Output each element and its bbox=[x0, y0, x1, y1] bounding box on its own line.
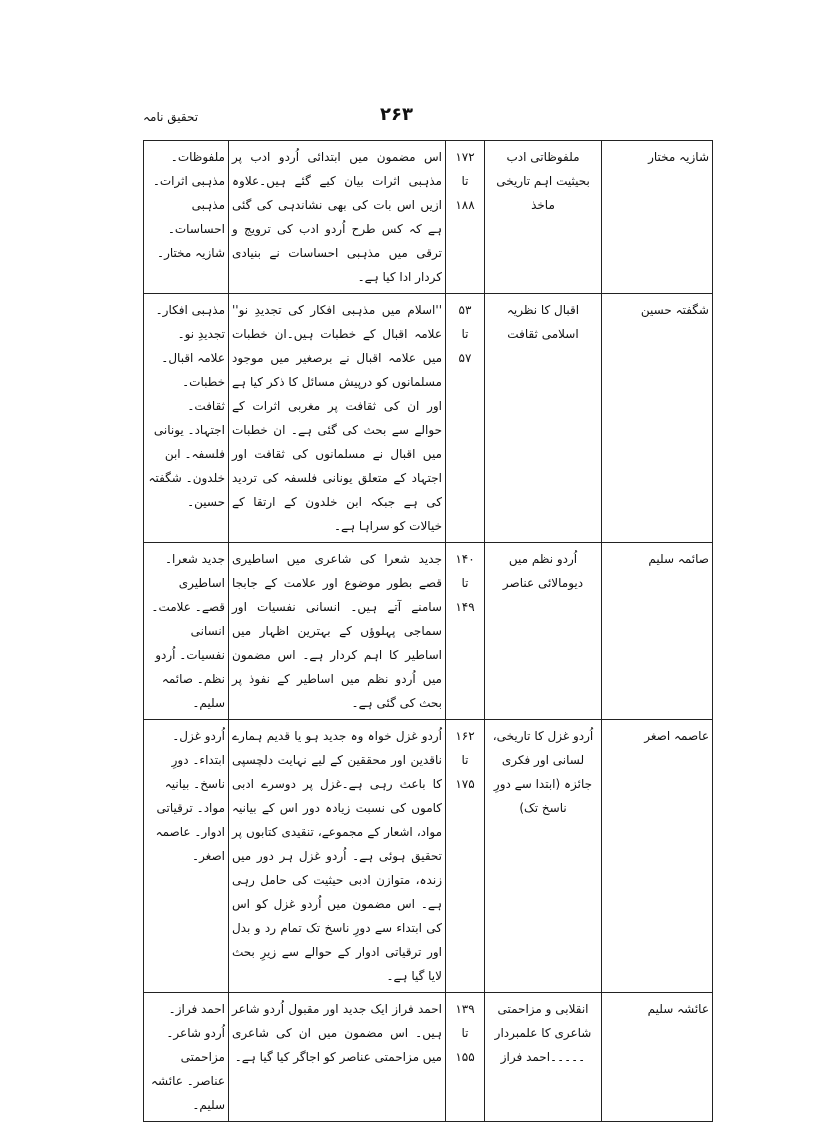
keywords-cell: اُردو غزل۔ ابتداء۔ دورِ ناسخ۔ بیانیہ مواد۔ ترقیاتی ادوار۔ عاصمہ اصغر۔ bbox=[144, 720, 229, 993]
summary-cell: اس مضمون میں ابتدائی اُردو ادب پر مذہبی اثرات بیان کیے گئے ہیں۔علاوہ ازیں اس بات کی بھی نشاندہی کی گئی ہے کہ کس طرح اُردو ادب کی ترویج و ترقی میں مذہبی احساسات نے بنیادی کردار ادا کیا ہے۔ bbox=[229, 141, 446, 294]
author-cell: عاصمہ اصغر bbox=[602, 720, 713, 993]
page-to: تا bbox=[461, 327, 469, 341]
table-row bbox=[144, 720, 713, 993]
author-cell: شگفتہ حسین bbox=[602, 294, 713, 543]
page-number: ۲۶۳ bbox=[380, 104, 413, 125]
author-cell: صائمہ سلیم bbox=[602, 543, 713, 720]
title-cell: انقلابی و مزاحمتی شاعری کا علمبردار ۔۔۔۔۔احمد فراز bbox=[485, 993, 602, 1122]
running-title: تحقیق نامہ bbox=[143, 110, 199, 124]
keywords-cell: ملفوظات۔ مذہبی اثرات۔ مذہبی احساسات۔ شازیہ مختار۔ bbox=[144, 141, 229, 294]
pages-cell bbox=[446, 141, 485, 294]
author-cell: عائشہ سلیم bbox=[602, 993, 713, 1122]
page-end: ۱۵۵ bbox=[455, 1050, 475, 1064]
article-index-table bbox=[143, 140, 713, 1122]
summary-cell: اُردو غزل خواہ وہ جدید ہو یا قدیم ہمارے ناقدین اور محققین کے لیے نہایت دلچسپی کا باعث رہی ہے۔غزل پر دوسرے ادبی کاموں کی نسبت زیادہ دور اس کے بیانیہ مواد، اشعار کے مجموعے، تنقیدی کتابوں پر تحقیق ہوئی ہے۔ اُردو غزل ہر دور میں زندہ، متوازن ادبی حیثیت کی حامل رہی ہے۔ اس مضمون میں اُردو غزل کو اس کی ابتداء سے دورِ ناسخ تک تمام رد و بدل اور ترقیاتی ادوار کے حوالے سے زیرِ بحث لایا گیا ہے۔ bbox=[229, 720, 446, 993]
summary-cell: ''اسلام میں مذہبی افکار کی تجدیدِ نو'' علامہ اقبال کے خطبات ہیں۔ان خطبات میں علامہ اقبال نے برصغیر میں موجود مسلمانوں کو درپیش مسائل کا ذکر کیا ہے اور ان کی ثقافت پر مغربی اثرات کے حوالے سے بحث کی گئی ہے۔ ان خطبات میں اقبال نے مسلمانوں کی ثقافت اور اجتہاد کے متعلق یونانی فلسفہ کی تردید کی ہے جبکہ ابن خلدون کے ارتقا کے خیالات کو سراہا ہے۔ bbox=[229, 294, 446, 543]
page-start: ۱۳۹ bbox=[455, 1002, 475, 1016]
page-start: ۵۳ bbox=[458, 303, 472, 317]
pages-cell bbox=[446, 720, 485, 993]
table-row bbox=[144, 141, 713, 294]
page-end: ۵۷ bbox=[458, 351, 472, 365]
keywords-cell: احمد فراز۔ اُردو شاعر۔ مزاحمتی عناصر۔ عائشہ سلیم۔ bbox=[144, 993, 229, 1122]
page-to: تا bbox=[461, 753, 469, 767]
page-start: ۱۷۲ bbox=[455, 150, 475, 164]
title-cell: اُردو نظم میں دیومالائی عناصر bbox=[485, 543, 602, 720]
summary-cell: احمد فراز ایک جدید اور مقبول اُردو شاعر ہیں۔ اس مضمون میں ان کی شاعری میں مزاحمتی عناصر کو اجاگر کیا گیا ہے۔ bbox=[229, 993, 446, 1122]
page-to: تا bbox=[461, 174, 469, 188]
title-cell: اقبال کا نظریہ اسلامی ثقافت bbox=[485, 294, 602, 543]
title-cell: ملفوظاتی ادب بحیثیت اہم تاریخی ماخذ bbox=[485, 141, 602, 294]
page-end: ۱۷۵ bbox=[455, 777, 475, 791]
pages-cell bbox=[446, 294, 485, 543]
table-row bbox=[144, 294, 713, 543]
page-end: ۱۴۹ bbox=[455, 600, 475, 614]
table-row bbox=[144, 543, 713, 720]
summary-cell: جدید شعرا کی شاعری میں اساطیری قصے بطور موضوع اور علامت کے جابجا سامنے آتے ہیں۔ انسانی نفسیات اور سماجی پہلوؤں کے بہترین اظہار میں اساطیر کا اہم کردار ہے۔ اس مضمون میں اُردو نظم میں اساطیر کے نفوذ پر بحث کی گئی ہے۔ bbox=[229, 543, 446, 720]
page-start: ۱۶۲ bbox=[455, 729, 475, 743]
page-to: تا bbox=[461, 576, 469, 590]
keywords-cell: جدید شعرا۔ اساطیری قصے۔ علامت۔ انسانی نفسیات۔ اُردو نظم۔ صائمہ سلیم۔ bbox=[144, 543, 229, 720]
author-cell: شازیہ مختار bbox=[602, 141, 713, 294]
page-to: تا bbox=[461, 1026, 469, 1040]
pages-cell bbox=[446, 543, 485, 720]
pages-cell bbox=[446, 993, 485, 1122]
page-end: ۱۸۸ bbox=[455, 198, 475, 212]
keywords-cell: مذہبی افکار۔ تجدیدِ نو۔ علامہ اقبال۔ خطبات۔ ثقافت۔ اجتہاد۔ یونانی فلسفہ۔ ابن خلدون۔ شگفتہ حسین۔ bbox=[144, 294, 229, 543]
page-start: ۱۴۰ bbox=[455, 552, 475, 566]
title-cell: اُردو غزل کا تاریخی، لسانی اور فکری جائزہ (ابتدا سے دورِ ناسخ تک) bbox=[485, 720, 602, 993]
table-row bbox=[144, 993, 713, 1122]
